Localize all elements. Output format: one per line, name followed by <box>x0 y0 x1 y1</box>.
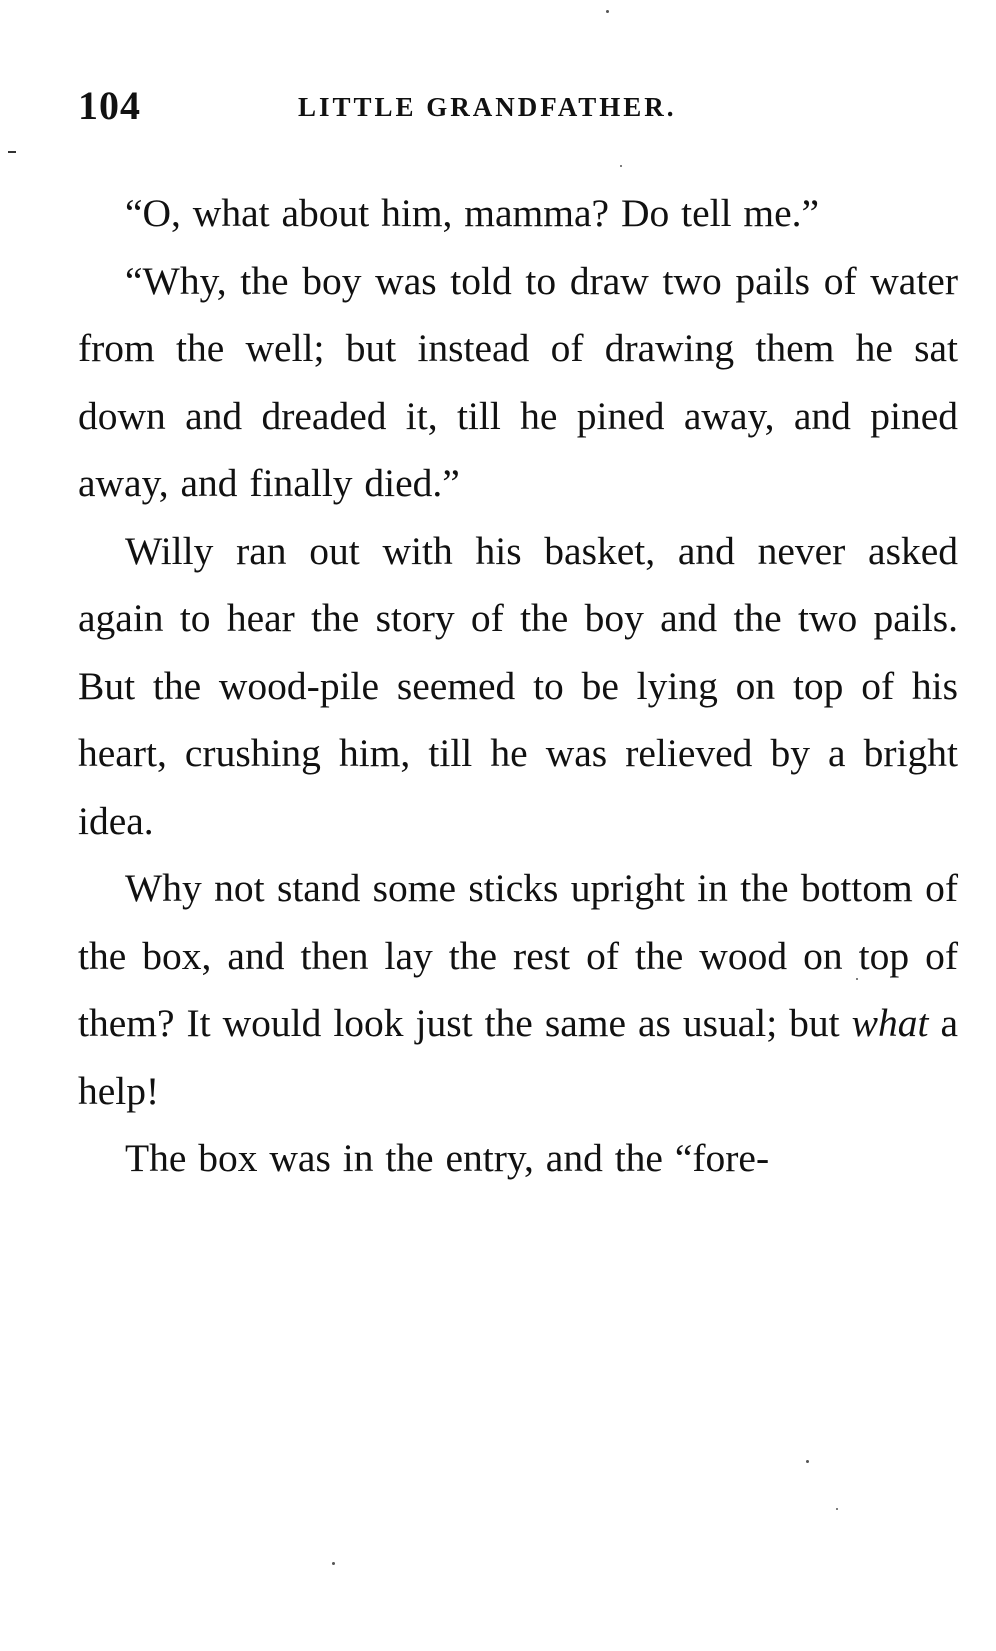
page-number: 104 <box>78 83 141 128</box>
paragraph-4-italic: what <box>851 1001 929 1045</box>
scan-speck <box>836 1508 838 1510</box>
paragraph-4 <box>78 855 958 1125</box>
paragraph-1: “O, what about him, mamma? Do tell me.” <box>125 191 820 235</box>
body-text <box>78 180 958 1193</box>
scan-speck <box>856 978 858 980</box>
scan-mark <box>8 151 16 153</box>
page-header <box>78 78 958 134</box>
paragraph-5: The box was in the entry, and the “fore- <box>125 1136 770 1180</box>
running-head: LITTLE GRANDFATHER. <box>298 92 677 122</box>
scan-speck <box>606 10 609 13</box>
scan-speck <box>332 1562 335 1565</box>
paragraph-4-end: a help! <box>78 1001 958 1113</box>
scan-speck <box>806 1460 809 1463</box>
scan-speck <box>620 165 622 167</box>
paragraph-2: “Why, the boy was told to draw two pails of water from the well; but instead of drawing them he sat down and dreaded it, till he pined away, and pined away, and finally died.” <box>78 258 958 505</box>
paragraph-4-text: Why not stand some sticks upright in the bottom of the box, and then lay the rest of the wood on top of them? It would look just the same as usual; but <box>78 866 958 1045</box>
paragraph-3: Willy ran out with his basket, and never asked again to hear the story of the boy and the two pails. But the wood-pile seemed to be lying on top of his heart, crushing him, till he was relieved by a bright idea. <box>78 528 958 843</box>
